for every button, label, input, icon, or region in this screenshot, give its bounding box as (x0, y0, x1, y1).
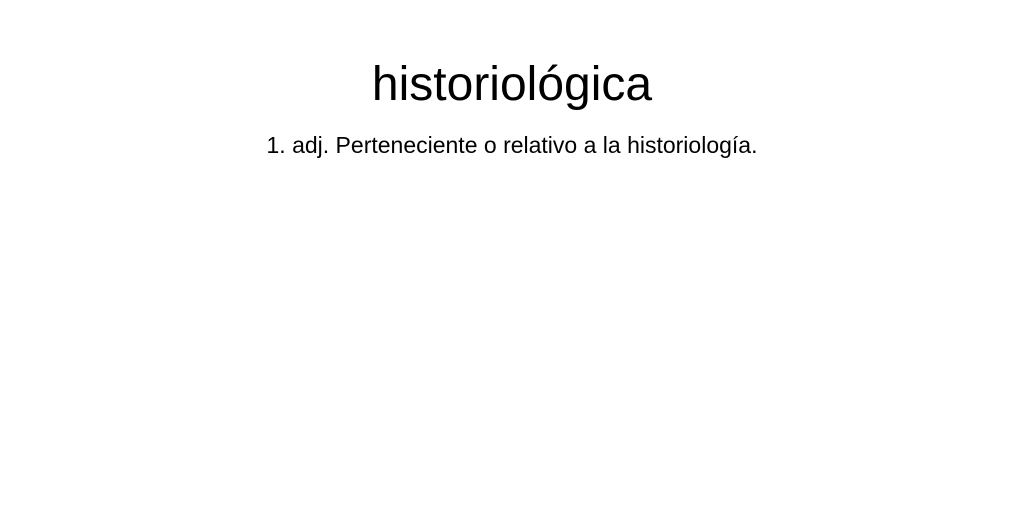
entry-headword: historiológica (371, 58, 653, 111)
entry-definition-1: 1. adj. Perteneciente o relativo a la historiología. (266, 132, 758, 158)
